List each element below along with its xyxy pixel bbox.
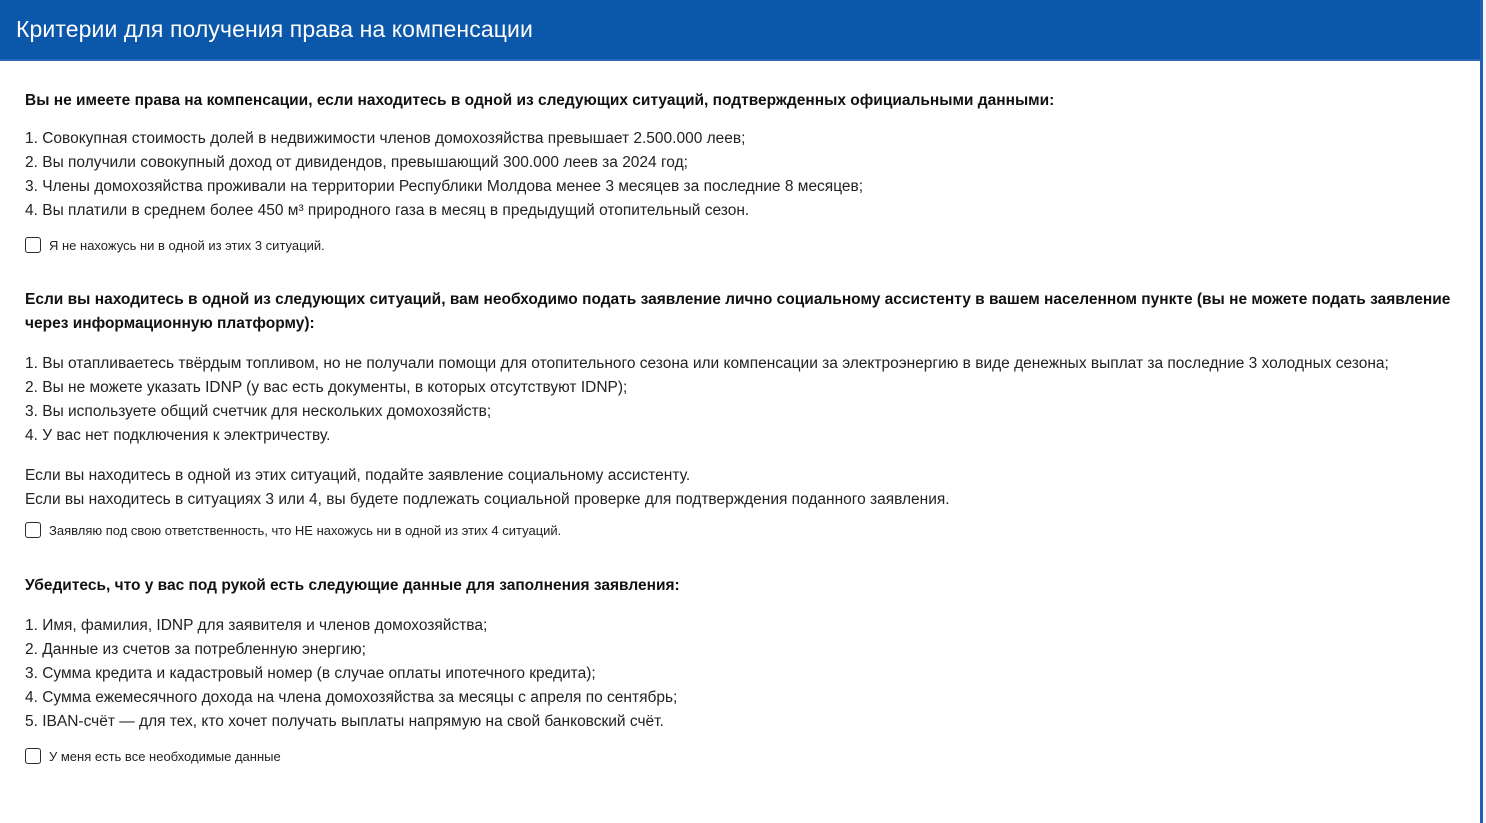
required-data-title: Убедитесь, что у вас под рукой есть следующие данные для заполнения заявления:: [25, 577, 680, 594]
not-in-situations-checkbox-label[interactable]: Заявляю под свою ответственность, что НЕ нахожусь ни в одной из этих 4 ситуаций.: [49, 522, 562, 538]
required-data-section: [25, 574, 1455, 764]
in-person-note-line-2: Если вы находитесь в ситуациях 3 или 4, вы будете подлежать социальной проверке для подтверждения поданного заявления.: [25, 491, 950, 508]
panel-title: Критерии для получения права на компенсации: [16, 16, 533, 42]
in-person-application-section: [25, 288, 1455, 538]
not-in-situations-checkbox-row[interactable]: [25, 522, 1455, 538]
list-item: 4. У вас нет подключения к электричеству.: [25, 427, 331, 444]
exclusion-criteria-list: [25, 127, 1455, 223]
exclusion-criteria-title: Вы не имеете права на компенсации, если находитесь в одной из следующих ситуаций, подтвержденных официальными данными:: [25, 92, 1055, 109]
list-item: 4. Вы платили в среднем более 450 м³ природного газа в месяц в предыдущий отопительный сезон.: [25, 202, 750, 219]
list-item: 5. IBAN-счёт — для тех, кто хочет получать выплаты напрямую на свой банковский счёт.: [25, 713, 664, 730]
has-all-data-checkbox[interactable]: [25, 748, 41, 764]
in-person-situations-list: [25, 352, 1455, 448]
in-person-note-line-1: Если вы находитесь в одной из этих ситуаций, подайте заявление социальному ассистенту.: [25, 467, 691, 484]
in-person-application-title: Если вы находитесь в одной из следующих ситуаций, вам необходимо подать заявление лично социальному ассистенту в вашем населенном пункте (вы не можете подать заявление через информационную платформу):: [25, 291, 1451, 332]
has-all-data-checkbox-row[interactable]: [25, 748, 1455, 764]
list-item: 2. Вы получили совокупный доход от дивидендов, превышающий 300.000 леев за 2024 год;: [25, 154, 688, 171]
no-exclusion-checkbox-row[interactable]: [25, 237, 1455, 253]
has-all-data-checkbox-label[interactable]: У меня есть все необходимые данные: [49, 748, 281, 764]
list-item: 1. Имя, фамилия, IDNP для заявителя и членов домохозяйства;: [25, 617, 488, 634]
list-item: 2. Данные из счетов за потребленную энергию;: [25, 641, 366, 658]
panel-content: [0, 89, 1480, 764]
in-person-note: [25, 464, 1455, 512]
required-data-list: [25, 614, 1455, 734]
list-item: 3. Сумма кредита и кадастровый номер (в случае оплаты ипотечного кредита);: [25, 665, 596, 682]
no-exclusion-checkbox-label[interactable]: Я не нахожусь ни в одной из этих 3 ситуаций.: [49, 237, 325, 253]
list-item: 2. Вы не можете указать IDNP (у вас есть документы, в которых отсутствуют IDNP);: [25, 379, 628, 396]
list-item: 1. Вы отапливаетесь твёрдым топливом, но не получали помощи для отопительного сезона или компенсации за электроэнергию в виде денежных выплат за последние 3 холодных сезона;: [25, 355, 1389, 372]
panel-header: [0, 0, 1480, 61]
list-item: 3. Вы используете общий счетчик для нескольких домохозяйств;: [25, 403, 492, 420]
not-in-situations-checkbox[interactable]: [25, 522, 41, 538]
list-item: 1. Совокупная стоимость долей в недвижимости членов домохозяйства превышает 2.500.000 леев;: [25, 130, 746, 147]
list-item: 4. Сумма ежемесячного дохода на члена домохозяйства за месяцы с апреля по сентябрь;: [25, 689, 678, 706]
exclusion-criteria-section: [25, 89, 1455, 253]
list-item: 3. Члены домохозяйства проживали на территории Республики Молдова менее 3 месяцев за последние 8 месяцев;: [25, 178, 864, 195]
no-exclusion-checkbox[interactable]: [25, 237, 41, 253]
